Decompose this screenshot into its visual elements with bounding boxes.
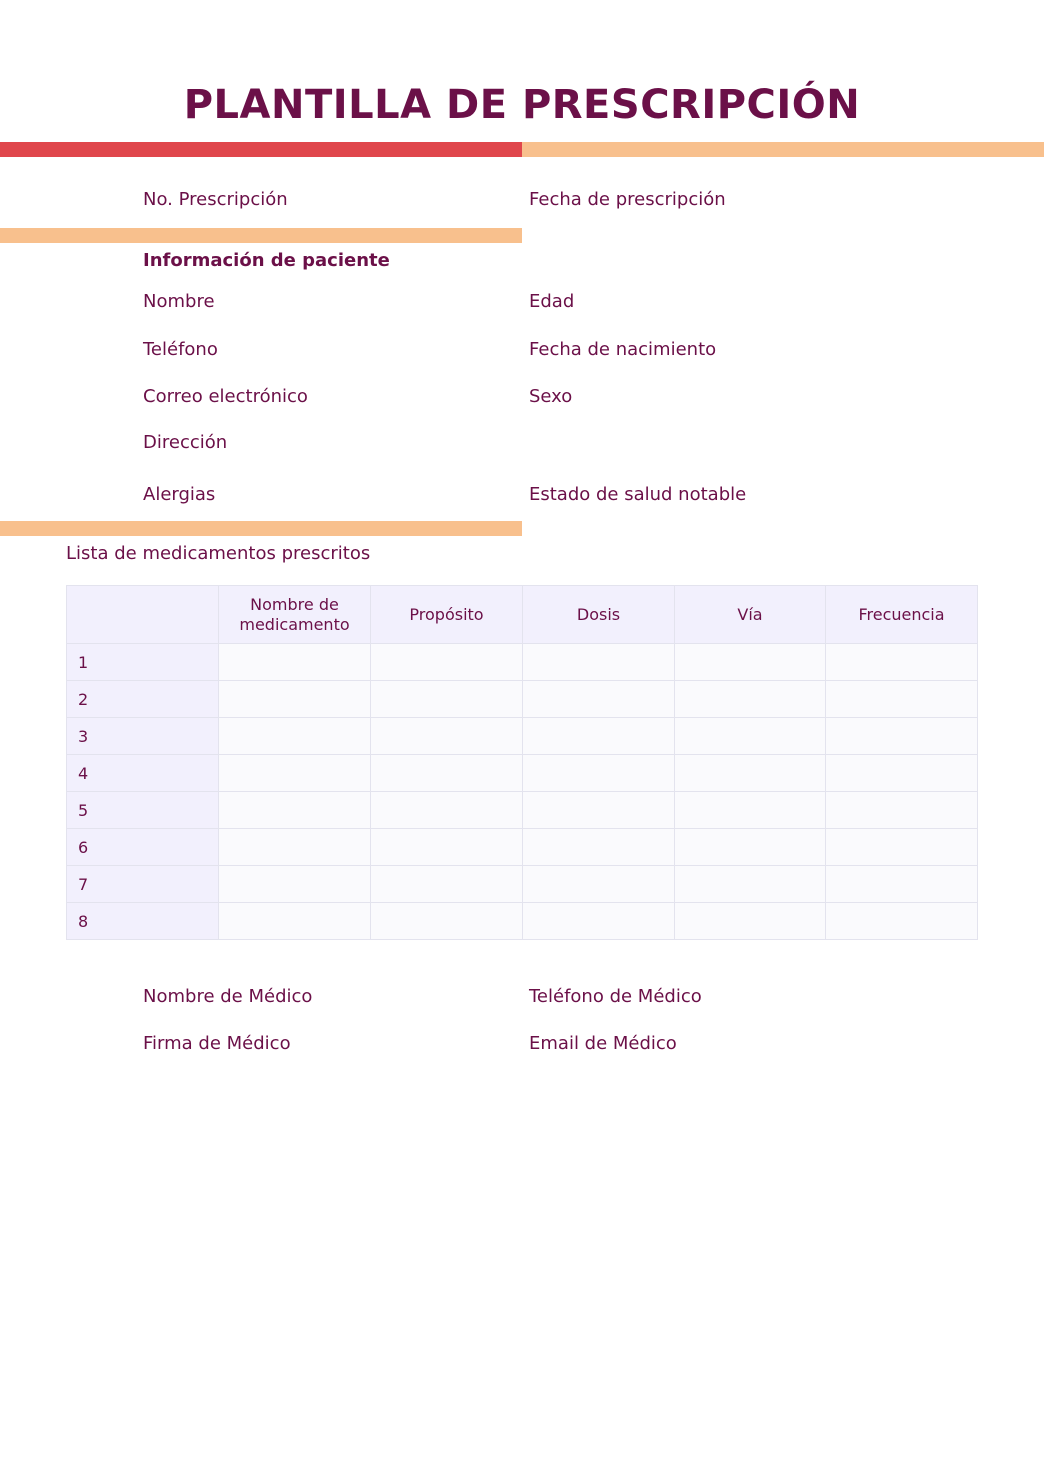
frequency-cell[interactable] (826, 866, 978, 903)
patient-section-title: Información de paciente (143, 250, 390, 271)
dose-cell[interactable] (523, 644, 675, 681)
medication-name-cell[interactable] (219, 644, 371, 681)
prescription-date-label: Fecha de prescripción (529, 189, 726, 210)
route-cell[interactable] (675, 681, 826, 718)
purpose-cell[interactable] (371, 644, 523, 681)
frequency-cell[interactable] (826, 792, 978, 829)
header-bar-right (522, 142, 1044, 157)
purpose-cell[interactable] (371, 718, 523, 755)
frequency-cell[interactable] (826, 755, 978, 792)
route-cell[interactable] (675, 792, 826, 829)
row-number: 7 (67, 866, 219, 903)
patient-name-label: Nombre (143, 291, 215, 312)
route-cell[interactable] (675, 866, 826, 903)
frequency-cell[interactable] (826, 681, 978, 718)
header-cell-route: Vía (675, 586, 826, 644)
route-cell[interactable] (675, 718, 826, 755)
header-cell-frequency: Frecuencia (826, 586, 978, 644)
dose-cell[interactable] (523, 866, 675, 903)
dose-cell[interactable] (523, 681, 675, 718)
doctor-name-label: Nombre de Médico (143, 986, 313, 1007)
header-bar-left (0, 142, 522, 157)
purpose-cell[interactable] (371, 903, 523, 940)
patient-email-label: Correo electrónico (143, 386, 308, 407)
purpose-cell[interactable] (371, 829, 523, 866)
row-number: 3 (67, 718, 219, 755)
route-cell[interactable] (675, 644, 826, 681)
medication-name-cell[interactable] (219, 681, 371, 718)
table-row (67, 681, 978, 718)
table-row (67, 755, 978, 792)
doctor-phone-label: Teléfono de Médico (529, 986, 702, 1007)
purpose-cell[interactable] (371, 755, 523, 792)
dose-cell[interactable] (523, 718, 675, 755)
patient-phone-label: Teléfono (143, 339, 218, 360)
patient-health-label: Estado de salud notable (529, 484, 747, 505)
dose-cell[interactable] (523, 755, 675, 792)
row-number: 6 (67, 829, 219, 866)
patient-age-label: Edad (529, 291, 575, 312)
patient-sex-label: Sexo (529, 386, 573, 407)
patient-birthdate-label: Fecha de nacimiento (529, 339, 717, 360)
route-cell[interactable] (675, 903, 826, 940)
page-title: PLANTILLA DE PRESCRIPCIÓN (183, 82, 861, 128)
table-row (67, 866, 978, 903)
medications-list-title: Lista de medicamentos prescritos (66, 543, 371, 564)
row-number: 2 (67, 681, 219, 718)
purpose-cell[interactable] (371, 866, 523, 903)
section-divider-patient (0, 228, 522, 243)
table-row (67, 644, 978, 681)
medication-name-cell[interactable] (219, 829, 371, 866)
route-cell[interactable] (675, 755, 826, 792)
medications-table (66, 585, 978, 940)
row-number: 5 (67, 792, 219, 829)
dose-cell[interactable] (523, 829, 675, 866)
section-divider-medications (0, 521, 522, 536)
purpose-cell[interactable] (371, 681, 523, 718)
medication-name-cell[interactable] (219, 718, 371, 755)
patient-allergies-label: Alergias (143, 484, 216, 505)
header-cell-purpose: Propósito (371, 586, 523, 644)
row-number: 4 (67, 755, 219, 792)
table-row (67, 829, 978, 866)
table-row (67, 792, 978, 829)
dose-cell[interactable] (523, 903, 675, 940)
purpose-cell[interactable] (371, 792, 523, 829)
table-row (67, 903, 978, 940)
doctor-email-label: Email de Médico (529, 1033, 677, 1054)
route-cell[interactable] (675, 829, 826, 866)
frequency-cell[interactable] (826, 903, 978, 940)
medication-name-cell[interactable] (219, 903, 371, 940)
dose-cell[interactable] (523, 792, 675, 829)
frequency-cell[interactable] (826, 644, 978, 681)
table-header-row (67, 586, 978, 644)
header-cell-medication-name: Nombre de medicamento (219, 586, 371, 644)
patient-address-label: Dirección (143, 432, 228, 453)
header-cell-dose: Dosis (523, 586, 675, 644)
prescription-number-label: No. Prescripción (143, 189, 288, 210)
table-row (67, 718, 978, 755)
row-number: 8 (67, 903, 219, 940)
doctor-signature-label: Firma de Médico (143, 1033, 291, 1054)
row-number: 1 (67, 644, 219, 681)
medication-name-cell[interactable] (219, 755, 371, 792)
medication-name-cell[interactable] (219, 866, 371, 903)
frequency-cell[interactable] (826, 718, 978, 755)
header-cell-row-number (67, 586, 219, 644)
medication-name-cell[interactable] (219, 792, 371, 829)
frequency-cell[interactable] (826, 829, 978, 866)
